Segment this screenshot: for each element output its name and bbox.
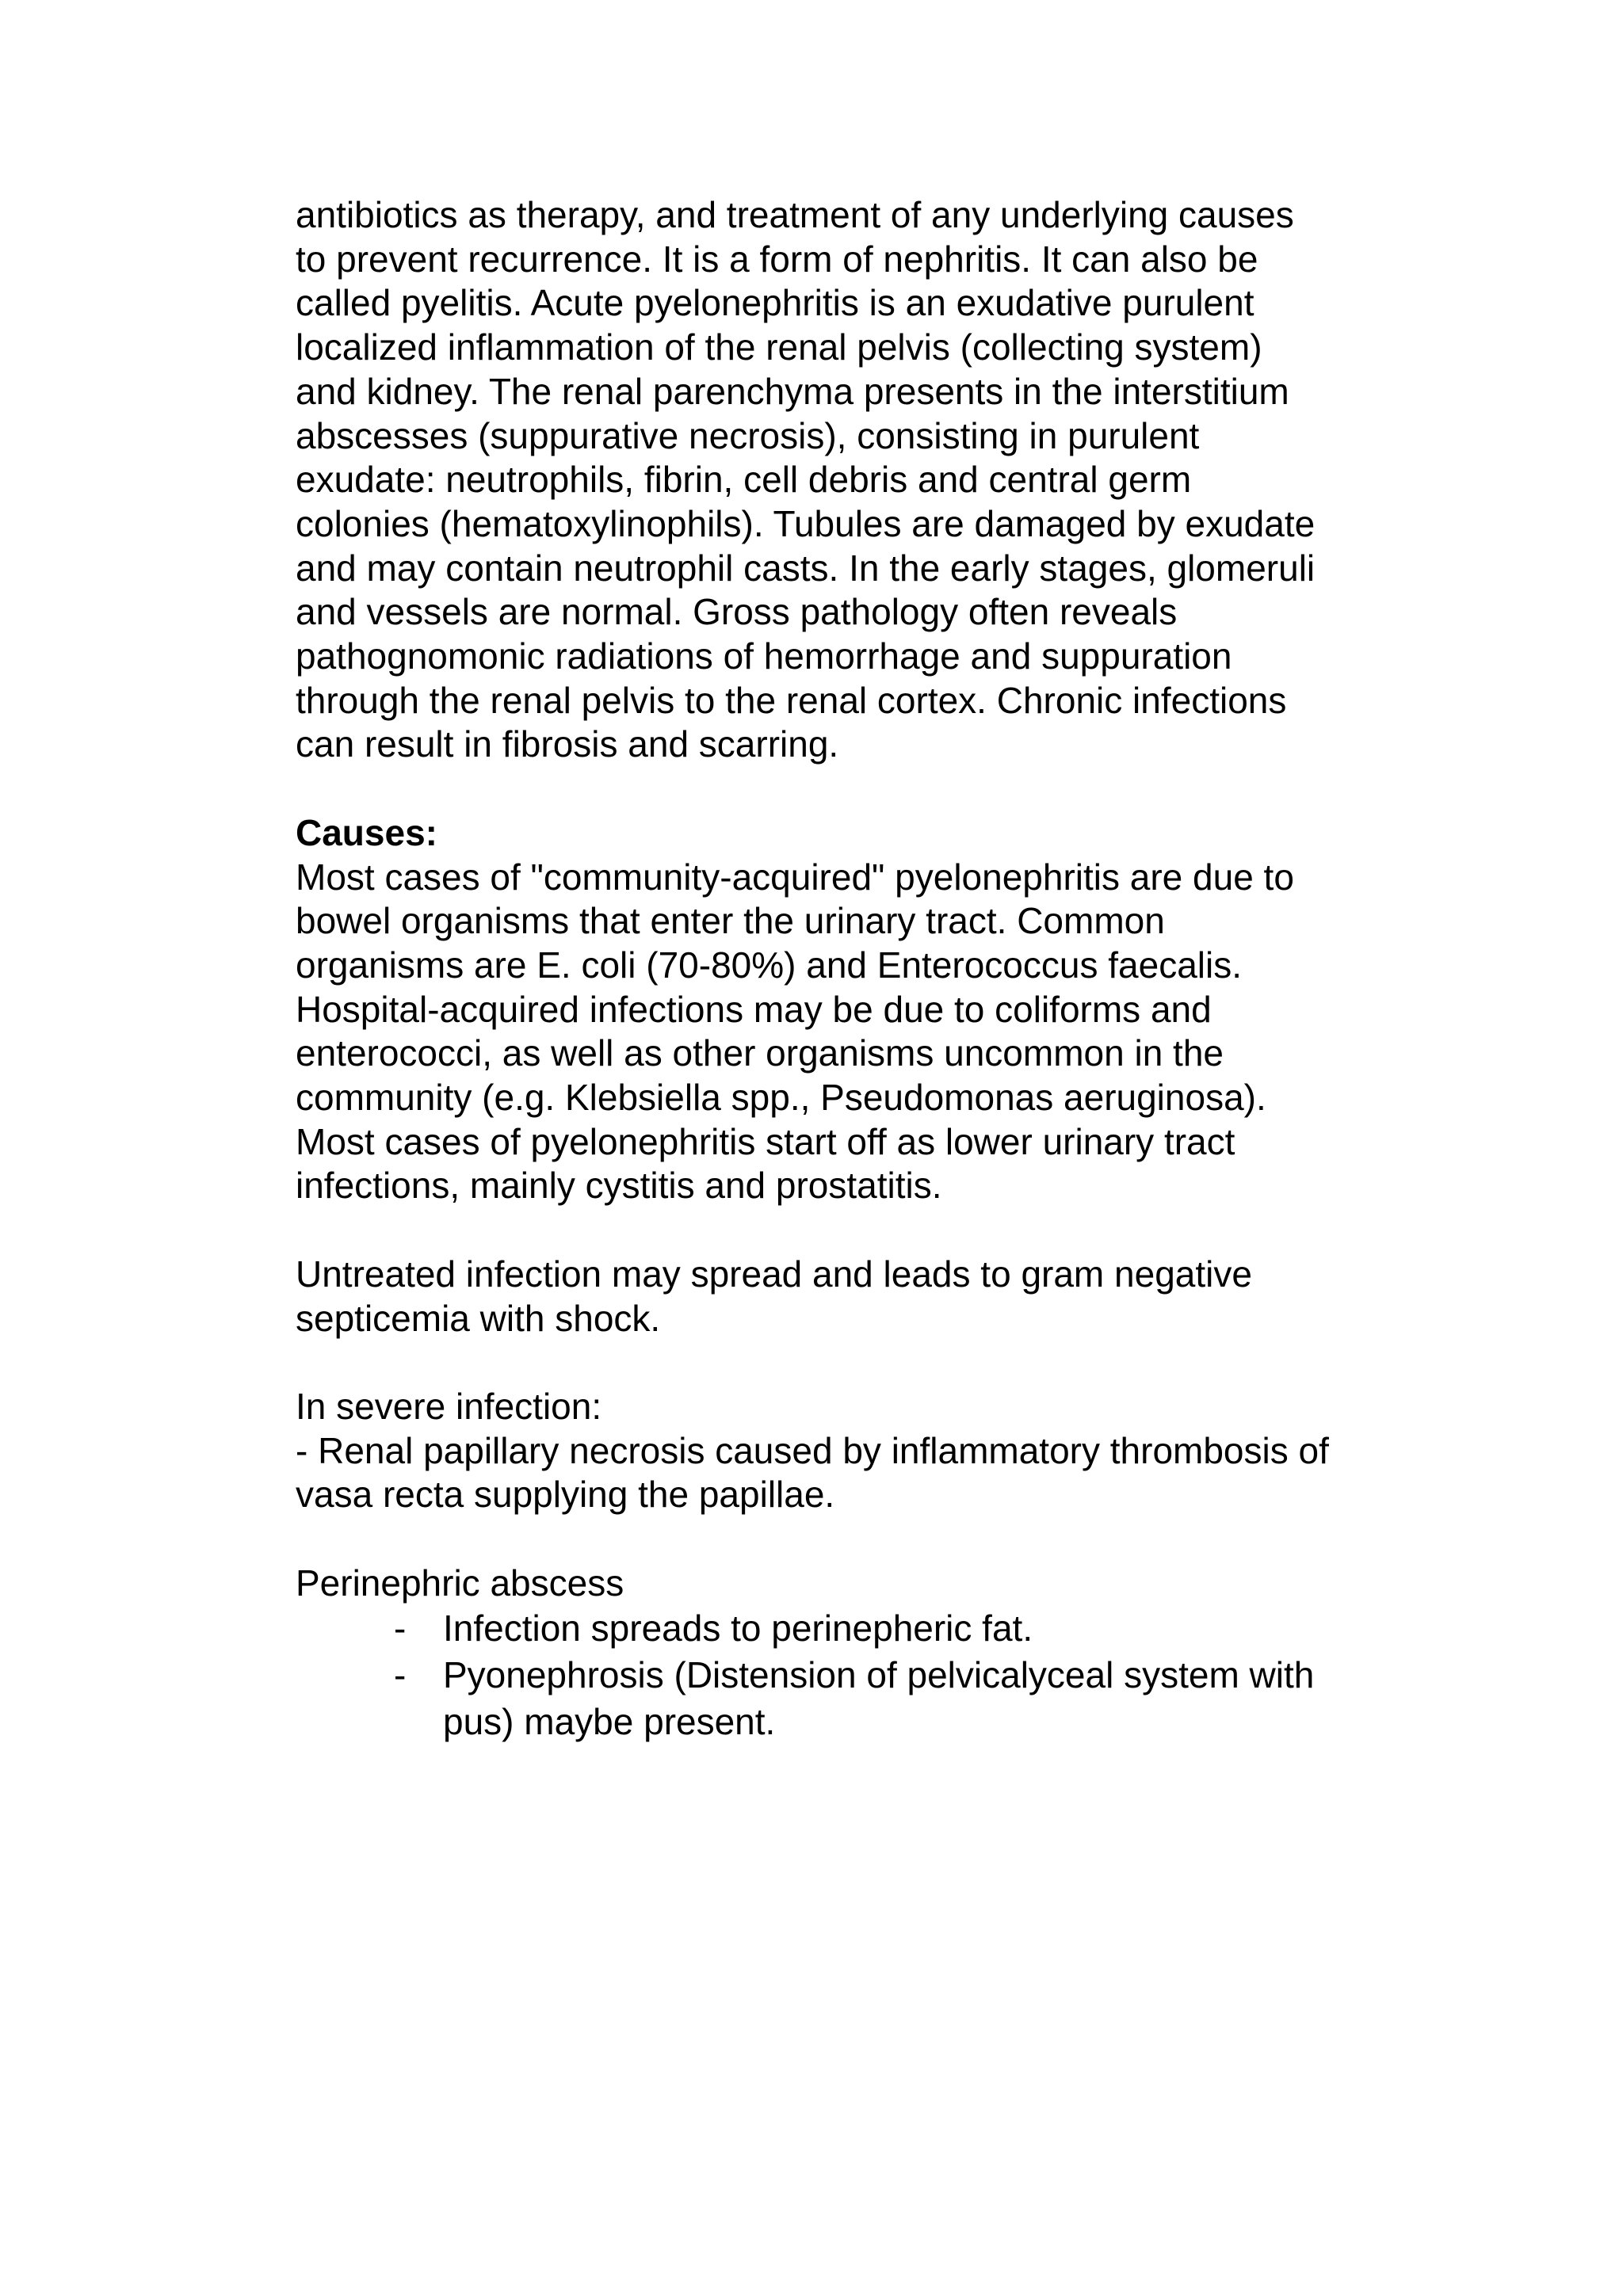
paragraph-line: abscesses (suppurative necrosis), consisting in purulent [296,414,1200,456]
list-dash: - [394,1608,407,1650]
spacer [296,767,1421,811]
perinephric-section [296,1562,1421,1746]
paragraph-line: and may contain neutrophil casts. In the early stages, glomeruli [296,547,1316,589]
causes-line: Most cases of "community-acquired" pyelonephritis are due to [296,856,1294,898]
list-item-line: pus) maybe present. [443,1701,776,1743]
paragraph-line: exudate: neutrophils, fibrin, cell debris and central germ [296,459,1192,501]
spacer [296,1517,1421,1562]
severe-line: - Renal papillary necrosis caused by inflammatory thrombosis of [296,1429,1329,1471]
paragraph-line: to prevent recurrence. It is a form of nephritis. It can also be [296,238,1258,280]
list-item [296,1605,1421,1652]
untreated-line: septicemia with shock. [296,1297,661,1339]
causes-section [296,811,1421,1208]
paragraph-line: can result in fibrosis and scarring. [296,723,839,765]
intro-paragraph [296,193,1421,767]
causes-line: enterococci, as well as other organisms uncommon in the [296,1032,1224,1074]
list-item-line: Infection spreads to perinepheric fat. [443,1608,1033,1650]
paragraph-line: antibiotics as therapy, and treatment of any underlying causes [296,194,1294,235]
untreated-paragraph [296,1253,1421,1341]
perinephric-list [296,1605,1421,1745]
causes-line: infections, mainly cystitis and prostatitis. [296,1165,942,1207]
causes-line: community (e.g. Klebsiella spp., Pseudomonas aeruginosa). [296,1077,1266,1119]
severe-infection-section [296,1385,1421,1517]
document-body [296,193,1421,1745]
spacer [296,1341,1421,1385]
causes-line: Most cases of pyelonephritis start off as lower urinary tract [296,1120,1235,1162]
causes-line: bowel organisms that enter the urinary tract. Common [296,900,1165,942]
paragraph-line: localized inflammation of the renal pelvis (collecting system) [296,326,1262,368]
paragraph-line: through the renal pelvis to the renal cortex. Chronic infections [296,679,1287,721]
paragraph-line: called pyelitis. Acute pyelonephritis is an exudative purulent [296,282,1254,324]
list-item-line: Pyonephrosis (Distension of pelvicalyceal system with [443,1654,1315,1696]
severe-line: vasa recta supplying the papillae. [296,1474,835,1516]
list-dash: - [394,1654,407,1696]
paragraph-line: colonies (hematoxylinophils). Tubules are damaged by exudate [296,502,1316,544]
severe-intro: In severe infection: [296,1385,602,1427]
list-item [296,1652,1421,1745]
paragraph-line: and kidney. The renal parenchyma presents in the interstitium [296,370,1289,412]
causes-heading: Causes: [296,811,437,853]
perinephric-title: Perinephric abscess [296,1562,624,1604]
untreated-line: Untreated infection may spread and leads to gram negative [296,1253,1252,1295]
paragraph-line: pathognomonic radiations of hemorrhage and suppuration [296,635,1232,677]
paragraph-line: and vessels are normal. Gross pathology often reveals [296,591,1178,633]
causes-line: organisms are E. coli (70-80%) and Enterococcus faecalis. [296,944,1243,986]
causes-line: Hospital-acquired infections may be due to coliforms and [296,988,1212,1030]
spacer [296,1208,1421,1253]
